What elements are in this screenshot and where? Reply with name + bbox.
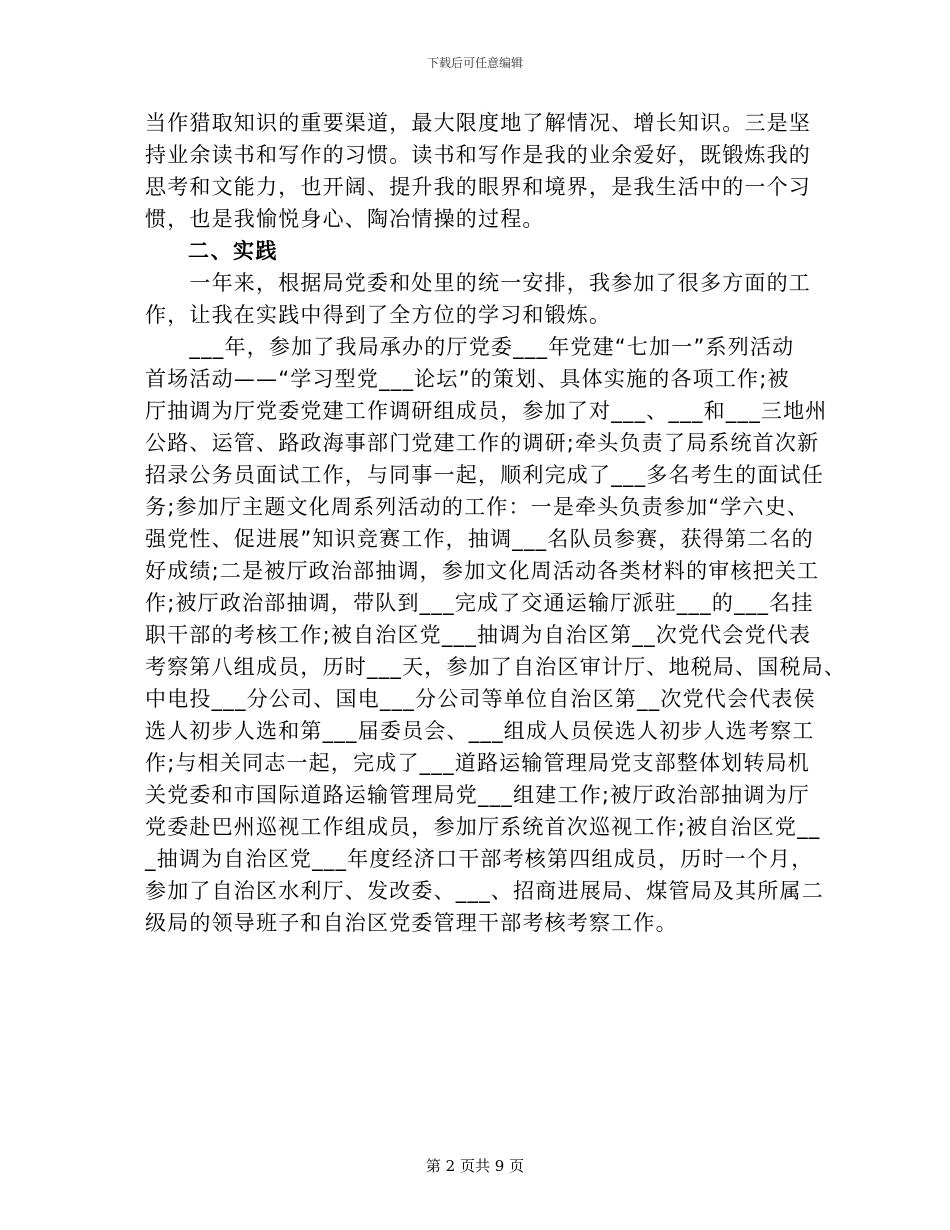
text-line: 关党委和市国际道路运输管理局党___组建工作;被厅政治部抽调为厅	[145, 783, 810, 807]
text-line: 作，让我在实践中得到了全方位的学习和锻炼。	[145, 303, 612, 327]
text-line: ___年，参加了我局承办的厅党委___年党建“七加一”系列活动	[145, 335, 795, 359]
text-line: 惯，也是我愉悦身心、陶冶情操的过程。	[145, 207, 545, 231]
text-line: 招录公务员面试工作，与同事一起，顺利完成了___多名考生的面试任	[145, 463, 824, 487]
section-heading: 二、实践	[188, 239, 278, 263]
text-line: 思考和文能力，也开阔、提升我的眼界和境界，是我生活中的一个习	[145, 175, 811, 199]
text-line: 务;参加厅主题文化周系列活动的工作：一是牵头负责参加“学六史、	[145, 495, 810, 519]
text-line: 参加了自治区水利厅、发改委、___、招商进展局、煤管局及其所属二	[145, 879, 824, 903]
text-line: 考察第八组成员，历时___天，参加了自治区审计厅、地税局、国税局、	[145, 655, 847, 679]
text-line: 强党性、促进展”知识竞赛工作，抽调___名队员参赛，获得第二名的	[145, 527, 814, 551]
text-line: 选人初步人选和第___届委员会、___组成人员侯选人初步人选考察工	[145, 719, 815, 743]
text-line: 作;被厅政治部抽调，带队到___完成了交通运输厅派驻___的___名挂	[145, 591, 814, 615]
text-line: 作;与相关同志一起，完成了___道路运输管理局党支部整体划转局机	[145, 751, 810, 775]
text-line: _抽调为自治区党___年度经济口干部考核第四组成员，历时一个月，	[145, 847, 814, 871]
text-line: 首场活动——“学习型党___论坛”的策划、具体实施的各项工作;被	[145, 367, 790, 391]
text-line: 当作猎取知识的重要渠道，最大限度地了解情况、增长知识。三是坚	[145, 111, 811, 135]
text-line: 一年来，根据局党委和处里的统一安排，我参加了很多方面的工	[145, 271, 811, 295]
document-body	[145, 107, 847, 939]
text-line: 公路、运管、路政海事部门党建工作的调研;牵头负责了局系统首次新	[145, 431, 820, 455]
page-header-note: 下载后可任意编辑	[426, 56, 523, 70]
text-line: 党委赴巴州巡视工作组成员，参加厅系统首次巡视工作;被自治区党__	[145, 815, 821, 839]
text-line: 持业余读书和写作的习惯。读书和写作是我的业余爱好，既锻炼我的	[145, 143, 811, 167]
text-line: 中电投___分公司、国电___分公司等单位自治区第__次党代会代表侯	[145, 687, 816, 711]
text-line: 厅抽调为厅党委党建工作调研组成员，参加了对___、___和___三地州	[145, 399, 828, 423]
text-line: 好成绩;二是被厅政治部抽调，参加文化周活动各类材料的审核把关工	[145, 559, 820, 583]
text-line: 职干部的考核工作;被自治区党___抽调为自治区第__次党代会党代表	[145, 623, 812, 647]
page-number-footer: 第 2 页共 9 页	[425, 1157, 525, 1175]
text-line: 级局的领导班子和自治区党委管理干部考核考察工作。	[145, 911, 678, 935]
